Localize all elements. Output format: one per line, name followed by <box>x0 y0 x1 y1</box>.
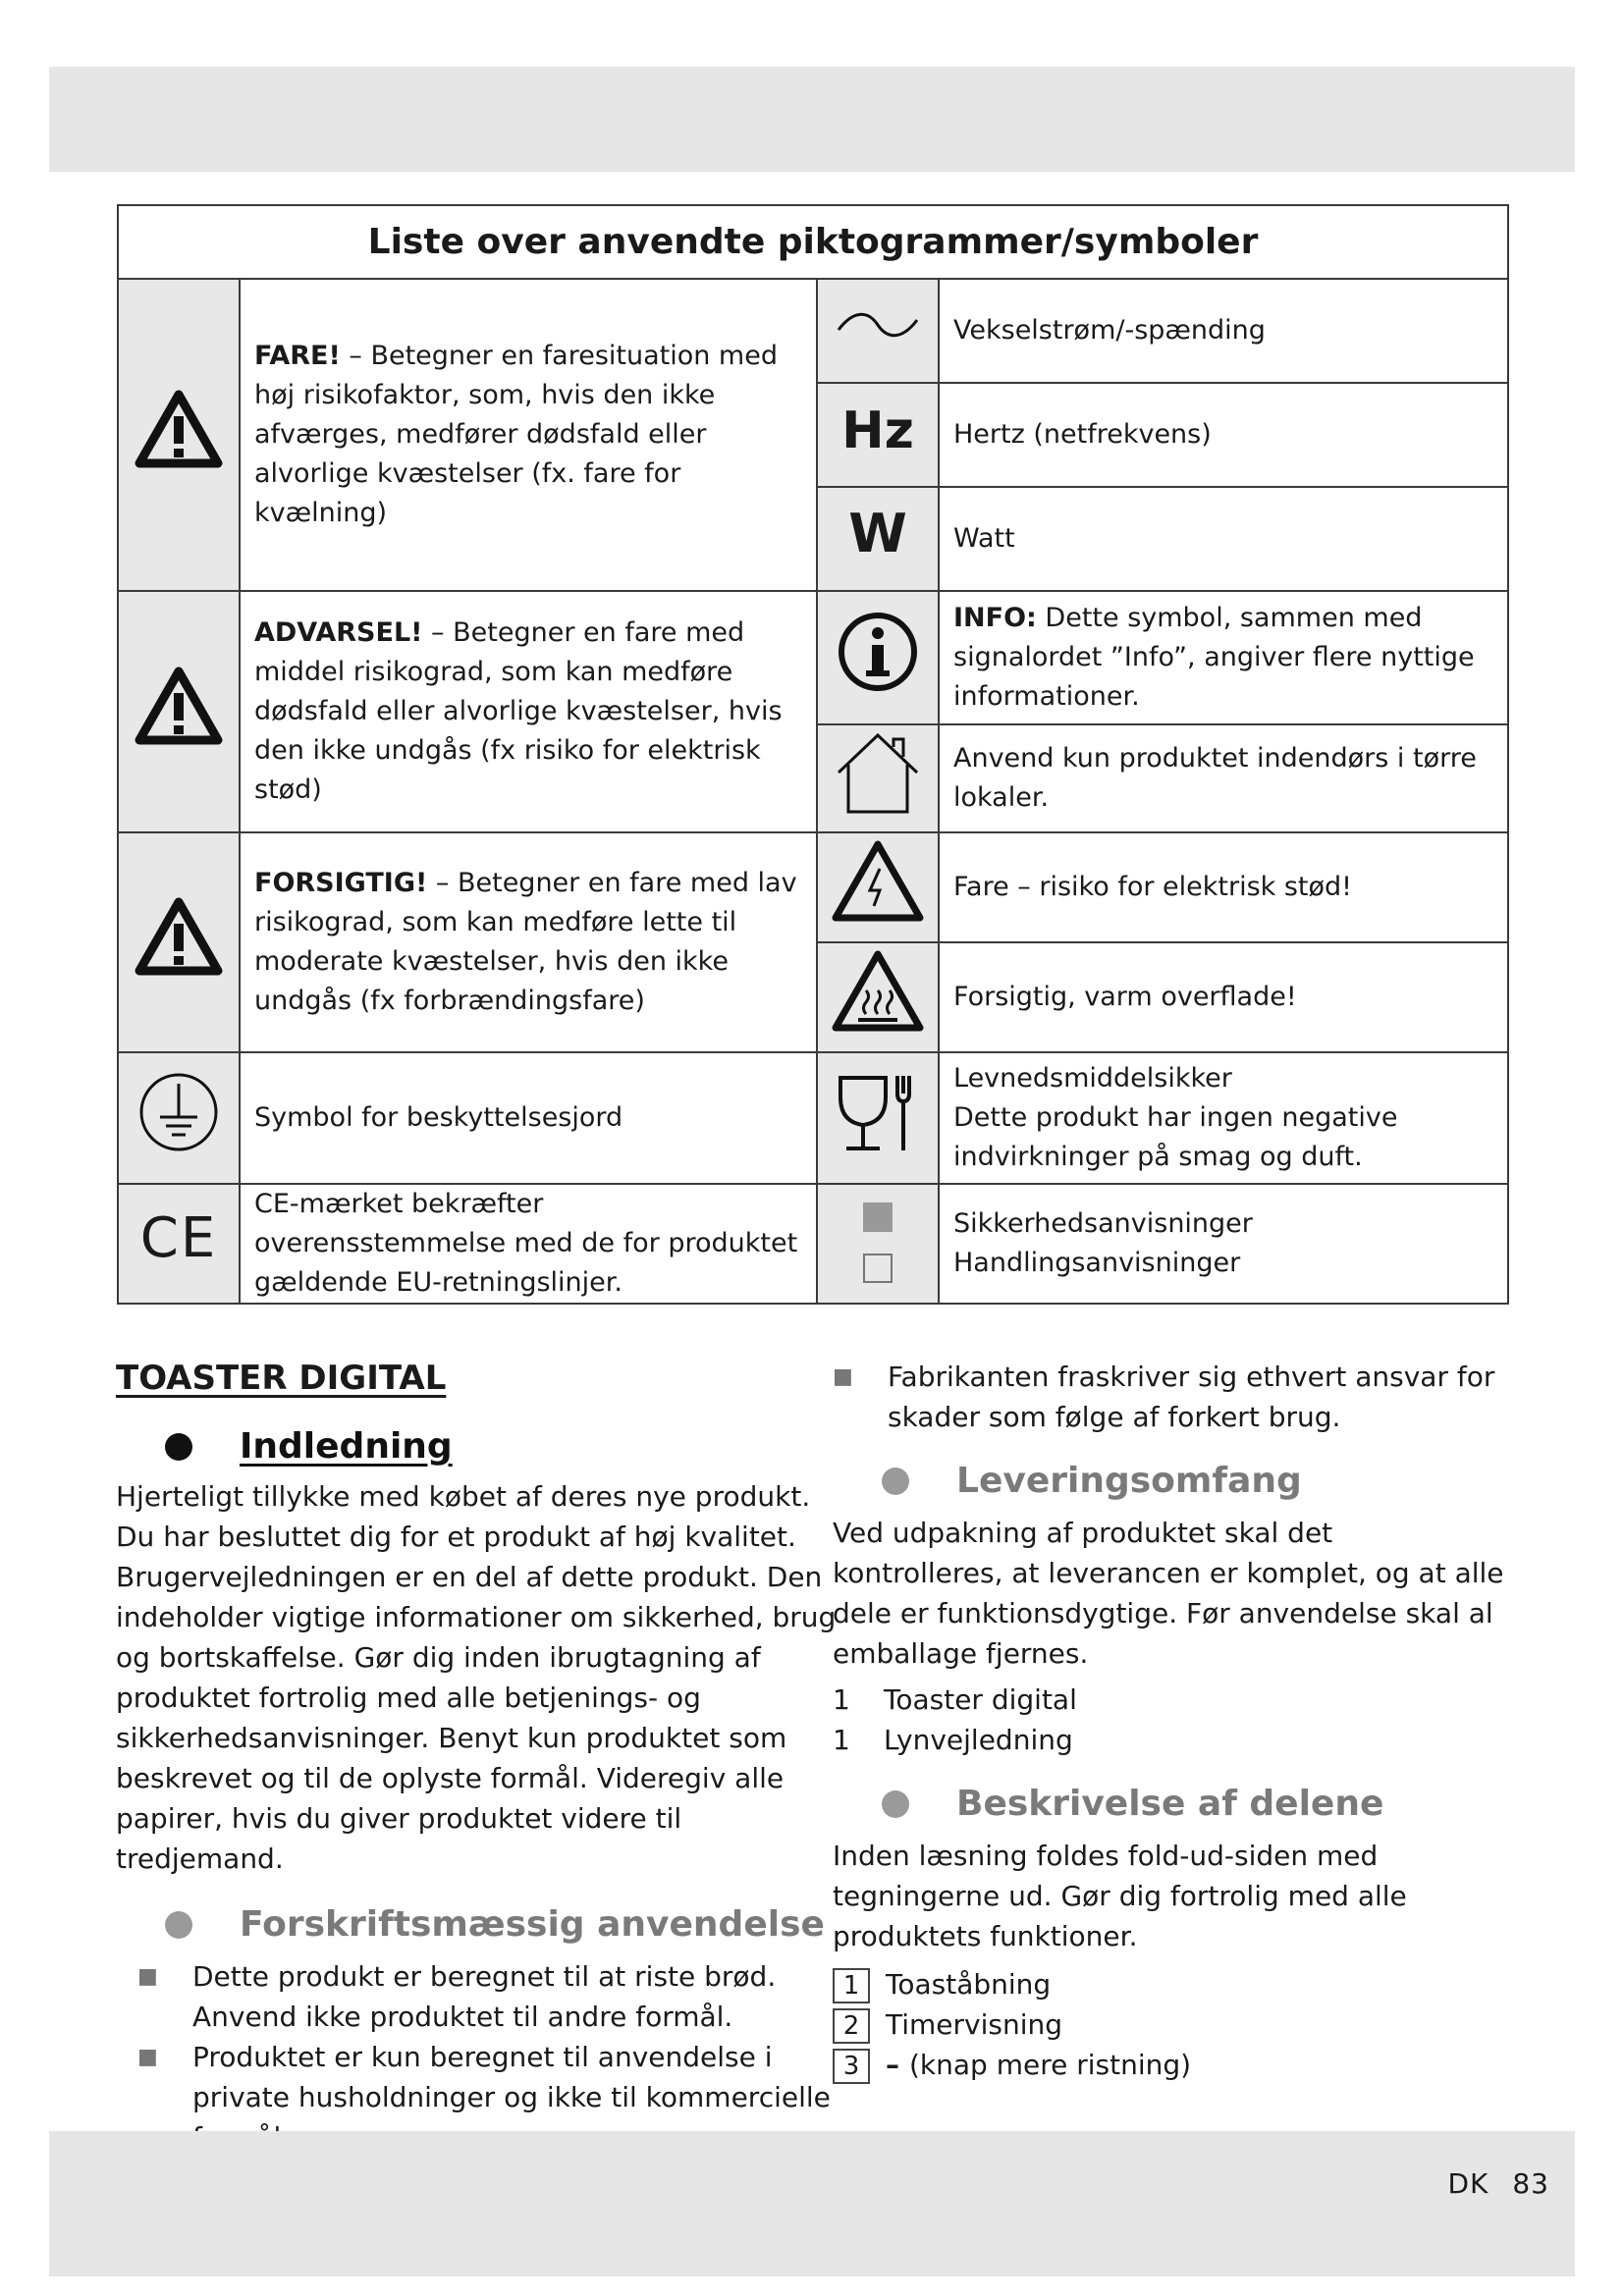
parts-heading: Beskrivelse af delene <box>882 1784 1510 1824</box>
list-item: 1 Toaster digital <box>833 1683 1077 1716</box>
hz-text: Hertz (netfrekvens) <box>939 383 1508 487</box>
info-icon <box>817 591 939 724</box>
bullet-dot-icon <box>165 1911 192 1939</box>
forsigtig-text: FORSIGTIG! – Betegner en fare med lav risikograd, som kan medføre lette til moderate kvæstelser, hvis den ikke undgås (fx forbrændingsfare) <box>240 832 817 1052</box>
ce-text: CE-mærket bekræfter overensstemmelse med de for produktet gældende EU-retningslinjer. <box>240 1184 817 1304</box>
intro-text: Hjerteligt tillykke med købet af deres nye produkt. Du har besluttet dig for et produkt af høj kvalitet. Brugervejledningen er en del af dette produkt. Den indeholder vigtige informationer om sikkerhed, brug og bortskaffelse. Gør dig inden ibrugtagning af produktet fortrolig med alle betjenings- og sikkerhedsanvisninger. Benyt kun produktet som beskrevet og til de oplyste formål. Videregiv alle papirer, hvis du giver produktet videre til tredjemand. <box>116 1480 837 1875</box>
food-text: Levnedsmiddelsikker Dette produkt har ingen negative indvirkninger på smag og duft. <box>939 1052 1508 1184</box>
parts-list <box>833 1964 1510 2085</box>
usage-heading: Forskriftsmæssig anvendelse <box>165 1904 842 1945</box>
disclaimer-item: ■ Fabrikanten fraskriver sig ethvert ansvar for skader som følge af forkert brug. <box>833 1361 1495 1433</box>
info-text: INFO: Dette symbol, sammen med signalordet ”Info”, angiver flere nyttige informationer. <box>939 591 1508 724</box>
handling-square-icon <box>863 1254 893 1283</box>
ce-icon: CE <box>118 1184 240 1304</box>
safety-square-icon <box>863 1202 893 1232</box>
electric-shock-icon <box>817 832 939 942</box>
page-number: DK 83 <box>1447 2167 1549 2200</box>
instructions-text: Sikkerhedsanvisninger Handlingsanvisninger <box>939 1184 1508 1304</box>
list-item: 2 Timervisning <box>833 2004 1510 2045</box>
list-item: ■ Produktet er kun beregnet til anvendelse i private husholdninger og ikke til kommercielle <box>137 2041 831 2113</box>
delivery-text: Ved udpakning af produktet skal det kontrolleres, at leverancen er komplet, og at alle dele er funktionsdygtige. Før anvendelse skal al emballage fjernes. <box>833 1517 1504 1670</box>
protective-earth-icon <box>118 1052 240 1184</box>
food-safe-icon <box>817 1052 939 1184</box>
ac-text: Vekselstrøm/-spænding <box>939 279 1508 383</box>
hot-surface-icon <box>817 942 939 1052</box>
square-symbols <box>817 1184 939 1304</box>
table-title: Liste over anvendte piktogrammer/symboler <box>118 205 1508 279</box>
delivery-list <box>833 1680 1510 1760</box>
list-item: 1 Lynvejledning <box>833 1724 1073 1756</box>
house-icon <box>817 724 939 832</box>
watt-icon: W <box>817 487 939 591</box>
watt-text: Watt <box>939 487 1508 591</box>
parts-text: Inden læsning foldes fold-ud-siden med tegningerne ud. Gør dig fortrolig med alle produktets funktioner. <box>833 1840 1407 1952</box>
list-item: 3 – (knap mere ristning) <box>833 2045 1510 2085</box>
right-column <box>833 1357 1510 2085</box>
header-band <box>49 67 1575 172</box>
product-title: TOASTER DIGITAL <box>116 1359 447 1398</box>
ground-text: Symbol for beskyttelsesjord <box>240 1052 817 1184</box>
bullet-dot-icon <box>165 1433 192 1461</box>
advarsel-text: ADVARSEL! – Betegner en fare med middel risikograd, som kan medføre dødsfald eller alvorlige kvæstelser, hvis den ikke undgås (fx risiko for elektrisk stød) <box>240 591 817 832</box>
bullet-dot-icon <box>882 1790 909 1818</box>
hz-icon: Hz <box>817 383 939 487</box>
delivery-heading: Leveringsomfang <box>882 1461 1510 1501</box>
caution-icon <box>118 832 240 1052</box>
bullet-dot-icon <box>882 1468 909 1495</box>
hot-text: Forsigtig, varm overflade! <box>939 942 1508 1052</box>
list-item: 1 Toaståbning <box>833 1964 1510 2004</box>
danger-icon <box>118 279 240 591</box>
indoor-text: Anvend kun produktet indendørs i tørre lokaler. <box>939 724 1508 832</box>
fare-text: FARE! – Betegner en faresituation med høj risikofaktor, som, hvis den ikke afværges, medfører dødsfald eller alvorlige kvæstelser (fx. fare for kvælning) <box>240 279 817 591</box>
ac-icon <box>817 279 939 383</box>
list-item: ■ Dette produkt er beregnet til at riste brød. Anvend ikke produktet til andre formål. <box>137 1960 777 2033</box>
usage-list <box>96 1956 842 2158</box>
footer-band <box>49 2131 1575 2276</box>
symbols-table <box>117 204 1509 1305</box>
left-column <box>116 1359 842 2158</box>
intro-heading: Indledning <box>165 1426 842 1467</box>
shock-text: Fare – risiko for elektrisk stød! <box>939 832 1508 942</box>
warning-icon <box>118 591 240 832</box>
